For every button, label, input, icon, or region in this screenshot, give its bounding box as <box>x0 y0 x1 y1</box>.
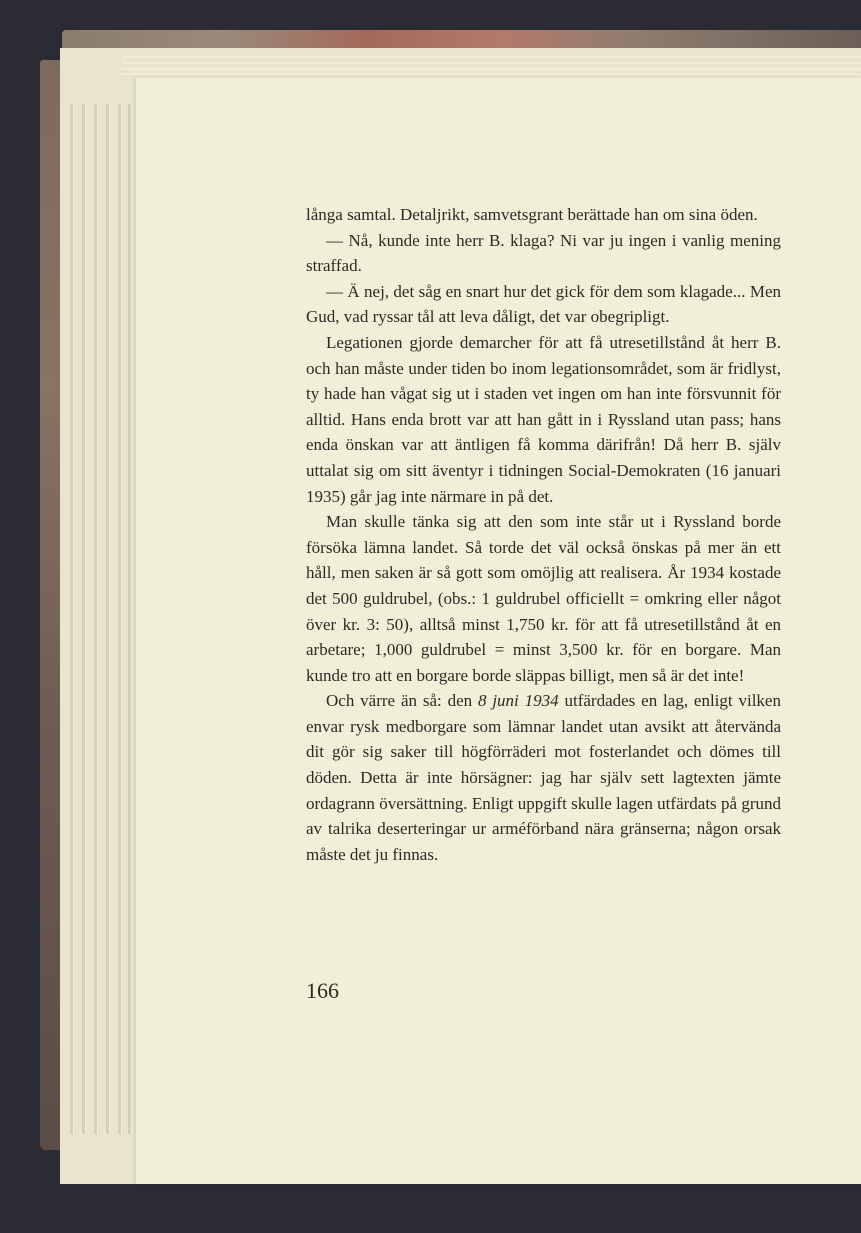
date-emphasis: 8 juni 1934 <box>477 691 559 711</box>
paragraph: Legationen gjorde demarcher för att få utresetillstånd åt herr B. och han måste under tiden bo inom legationsområdet, som är fridlyst, ty hade han vågat sig ut i staden vet ingen om han inte försvunnit för alltid. Hans enda brott var att han gått in i Ryssland utan pass; hans enda önskan var att äntligen få komma därifrån! Då herr B. själv uttalat sig om sitt äventyr i tidningen Social-Demokraten (16 januari 1935) går jag inte närmare in på det. <box>306 332 781 506</box>
page-edge <box>106 104 110 1134</box>
paragraph: — Ä nej, det såg en snart hur det gick för dem som klagade... Men Gud, vad ryssar tål att leva dåligt, det var obegripligt. <box>306 281 781 327</box>
book-page <box>136 78 861 1184</box>
page-edge <box>94 104 98 1134</box>
page-edge-line <box>122 73 861 75</box>
paragraph-text: Och värre än så: den <box>326 691 478 711</box>
paragraph: Man skulle tänka sig att den som inte står ut i Ryssland borde försöka lämna landet. Så torde det väl också önskas på mer än ett håll, men saken är så gott som omöjlig att realisera. År 1934 kostade det 500 guldrubel, (obs.: 1 guldrubel officiellt = omkring eller något över kr. 3: 50), alltså minst 1,750 kr. för att få utresetillstånd åt en arbetare; 1,000 guldrubel = minst 3,500 kr. för en borgare. Man kunde tro att en borgare borde släppas billigt, men så är det inte! <box>306 512 781 685</box>
page-edge-line <box>122 62 861 64</box>
page-edge-line <box>122 56 861 58</box>
paragraph: långa samtal. Detaljrikt, samvetsgrant berättade han om sina öden. <box>306 205 758 224</box>
paragraph <box>306 688 781 867</box>
page-text <box>306 202 781 867</box>
paragraph-text: utfärdades en lag, enligt vilken envar rysk medborgare som lämnar landet utan avsikt att återvända dit gör sig saker till högförräderi mot fosterlandet och dömes till döden. Detta är inte hörsägner: jag har själv sett lagtexten jämte ordagrann översättning. Enligt uppgift skulle lagen utfärdats på grund av talrika deserteringar ur arméförband nära gränserna; någon orsak måste det ju finnas. <box>306 691 781 864</box>
page-edge <box>118 104 122 1134</box>
page-edge <box>128 104 132 1134</box>
page-edge-line <box>122 68 861 70</box>
page-edge <box>70 104 74 1134</box>
page-number: 166 <box>306 978 339 1003</box>
paragraph: — Nå, kunde inte herr B. klaga? Ni var ju ingen i vanlig mening straffad. <box>306 230 781 276</box>
page-edge <box>82 104 86 1134</box>
